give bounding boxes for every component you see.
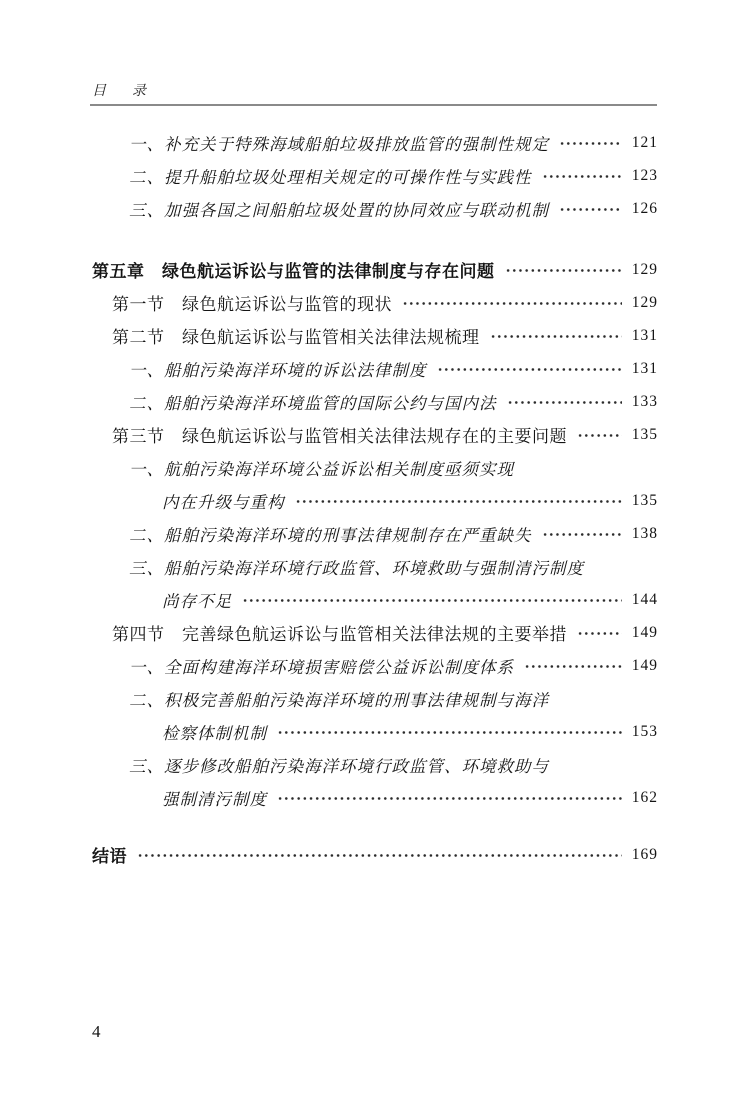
- dot-leader: [242, 597, 622, 604]
- toc-entry: [92, 550, 658, 583]
- toc-entry: [92, 649, 658, 682]
- toc-entry-page: 144: [631, 590, 658, 608]
- toc-entry-title: 二、提升船舶垃圾处理相关规定的可操作性与实践性: [129, 167, 532, 187]
- toc-entry-page: 126: [631, 199, 658, 217]
- toc-entry-section: [92, 418, 658, 451]
- dot-leader: [577, 432, 622, 439]
- toc-entry-continuation: [92, 484, 658, 517]
- toc-entry-page: 135: [631, 491, 658, 509]
- dot-leader: [542, 531, 622, 538]
- toc-entry-title: 内在升级与重构: [162, 492, 285, 512]
- toc-entry-page: 149: [631, 656, 658, 674]
- dot-leader: [559, 206, 622, 213]
- dot-leader: [437, 366, 622, 373]
- dot-leader: [277, 729, 622, 736]
- table-of-contents: [92, 126, 658, 871]
- toc-entry-title: 二、积极完善船舶污染海洋环境的刑事法律规制与海洋: [129, 690, 549, 710]
- toc-entry: [92, 192, 658, 225]
- toc-entry-page: 169: [631, 845, 658, 863]
- toc-entry: [92, 682, 658, 715]
- folio-page-number: 4: [92, 1022, 101, 1041]
- toc-entry-page: 149: [631, 623, 658, 641]
- toc-entry: [92, 517, 658, 550]
- dot-leader: [402, 300, 622, 307]
- dot-leader: [137, 852, 622, 859]
- toc-entry: [92, 451, 658, 484]
- toc-entry: [92, 159, 658, 192]
- toc-entry-page: 153: [631, 722, 658, 740]
- toc-entry-section: [92, 616, 658, 649]
- header-rule: [90, 104, 657, 106]
- toc-entry-title: 尚存不足: [162, 591, 232, 611]
- toc-entry-title: 三、船舶污染海洋环境行政监管、环境救助与强制清污制度: [129, 558, 584, 578]
- toc-entry-continuation: [92, 583, 658, 616]
- toc-entry-title: 检察体制机制: [162, 723, 267, 743]
- toc-entry-page: 129: [631, 260, 658, 278]
- toc-entry-title: 第一节 绿色航运诉讼与监管的现状: [112, 295, 392, 314]
- running-header: 目 录: [92, 84, 152, 99]
- toc-entry-page: 131: [631, 326, 658, 344]
- toc-entry-page: 133: [631, 392, 658, 410]
- toc-entry: [92, 748, 658, 781]
- dot-leader: [277, 795, 622, 802]
- toc-entry-page: 129: [631, 293, 658, 311]
- toc-entry-title: 二、船舶污染海洋环境监管的国际公约与国内法: [129, 393, 497, 413]
- toc-entry-title: 一、航舶污染海洋环境公益诉讼相关制度亟须实现: [129, 459, 514, 479]
- toc-entry-page: 123: [631, 166, 658, 184]
- toc-entry: [92, 126, 658, 159]
- dot-leader: [295, 498, 622, 505]
- toc-entry-page: 162: [631, 788, 658, 806]
- toc-entry-page: 138: [631, 524, 658, 542]
- toc-entry-chapter: [92, 253, 658, 286]
- toc-entry-title: 一、船舶污染海洋环境的诉讼法律制度: [129, 360, 427, 380]
- toc-entry-title: 三、加强各国之间船舶垃圾处置的协同效应与联动机制: [129, 200, 549, 220]
- toc-entry-title: 一、全面构建海洋环境损害赔偿公益诉讼制度体系: [129, 657, 514, 677]
- toc-entry: [92, 385, 658, 418]
- toc-entry-continuation: [92, 781, 658, 814]
- toc-entry-page: 135: [631, 425, 658, 443]
- toc-entry-title: 一、补充关于特殊海域船舶垃圾排放监管的强制性规定: [129, 134, 549, 154]
- toc-entry-section: [92, 286, 658, 319]
- toc-entry-title: 强制清污制度: [162, 789, 267, 809]
- dot-leader: [505, 267, 622, 274]
- dot-leader: [559, 140, 622, 147]
- toc-entry-section: [92, 319, 658, 352]
- dot-leader: [524, 663, 622, 670]
- toc-entry-title: 结语: [92, 847, 127, 866]
- toc-entry-title: 三、逐步修改船舶污染海洋环境行政监管、环境救助与: [129, 756, 549, 776]
- toc-entry-title: 第四节 完善绿色航运诉讼与监管相关法律法规的主要举措: [112, 625, 567, 644]
- dot-leader: [490, 333, 622, 340]
- dot-leader: [507, 399, 622, 406]
- toc-entry-continuation: [92, 715, 658, 748]
- toc-entry-title: 第二节 绿色航运诉讼与监管相关法律法规梳理: [112, 328, 480, 347]
- toc-entry: [92, 352, 658, 385]
- toc-entry-title: 二、船舶污染海洋环境的刑事法律规制存在严重缺失: [129, 525, 532, 545]
- toc-entry-title: 第五章 绿色航运诉讼与监管的法律制度与存在问题: [92, 262, 495, 281]
- toc-entry-title: 第三节 绿色航运诉讼与监管相关法律法规存在的主要问题: [112, 427, 567, 446]
- dot-leader: [577, 630, 622, 637]
- dot-leader: [542, 173, 622, 180]
- toc-entry-page: 121: [631, 133, 658, 151]
- toc-entry-conclusion: [92, 838, 658, 871]
- toc-entry-page: 131: [631, 359, 658, 377]
